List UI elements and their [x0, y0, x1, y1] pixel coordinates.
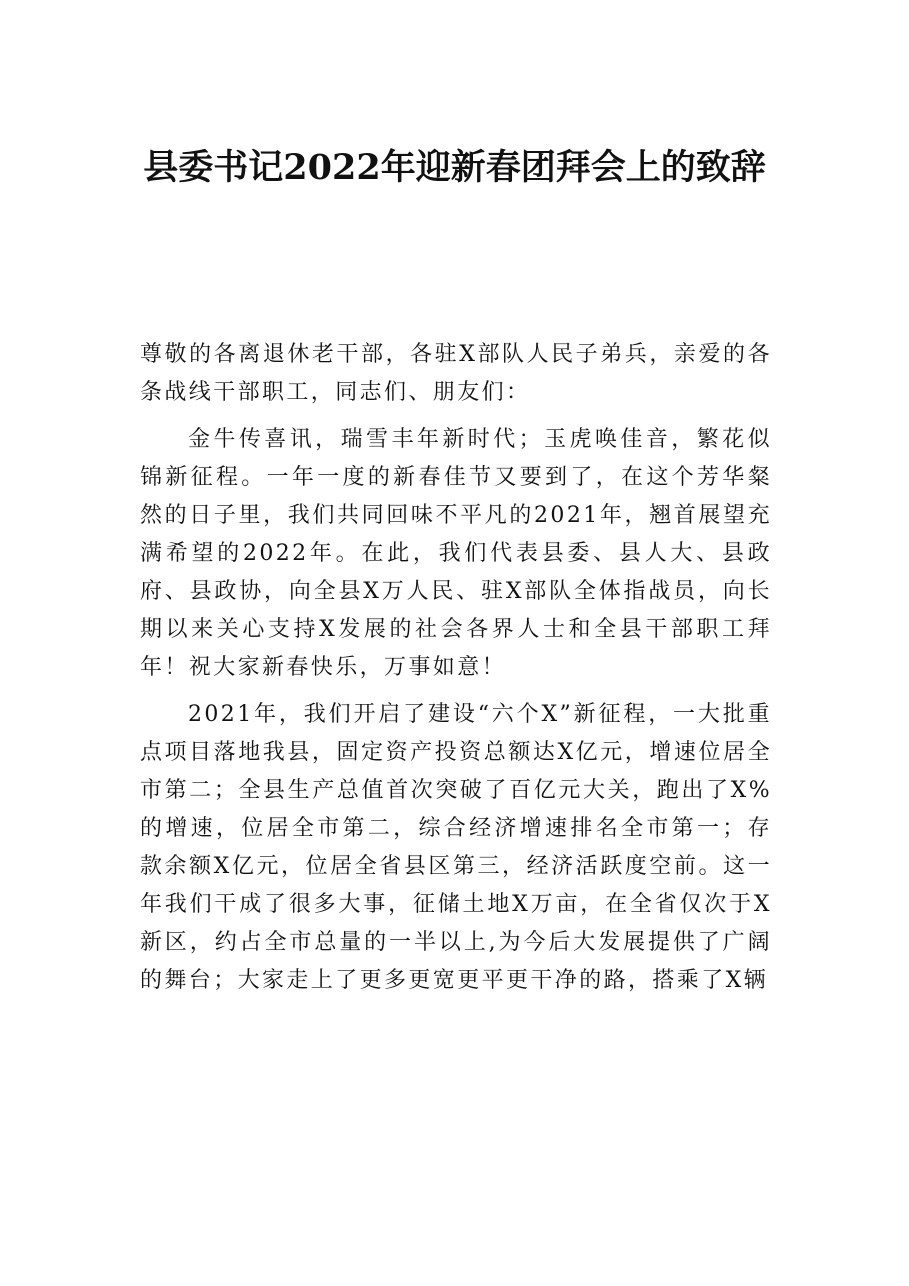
salutation-paragraph: 尊敬的各离退休老干部，各驻X部队人民子弟兵，亲爱的各条战线干部职工，同志们、朋友们： [140, 342, 772, 405]
body-paragraph: 金牛传喜讯，瑞雪丰年新时代；玉虎唤佳音，繁花似锦新征程。一年一度的新春佳节又要到了，在这个芳华粲然的日子里，我们共同回味不平凡的2021年，翘首展望充满希望的2022年。在此，我们代表县委、县人大、县政府、县政协，向全县X万人民、驻X部队全体指战员，向长期以来关心支持X发展的社会各界人士和全县干部职工拜年！祝大家新春快乐，万事如意！ [140, 427, 772, 680]
document-title: 县委书记2022年迎新春团拜会上的致辞 [143, 147, 766, 188]
document-body [140, 336, 772, 1009]
body-paragraph: 2021年，我们开启了建设“六个X”新征程，一大批重点项目落地我县，固定资产投资总额达X亿元，增速位居全市第二；全县生产总值首次突破了百亿元大关，跑出了X%的增速，位居全市第二，综合经济增速排名全市第一；存款余额X亿元，位居全省县区第三，经济活跃度空前。这一年我们干成了很多大事，征储土地X万亩，在全省仅次于X新区，约占全市总量的一半以上,为今后大发展提供了广阔的舞台；大家走上了更多更宽更平更干净的路，搭乘了X辆 [140, 702, 772, 993]
